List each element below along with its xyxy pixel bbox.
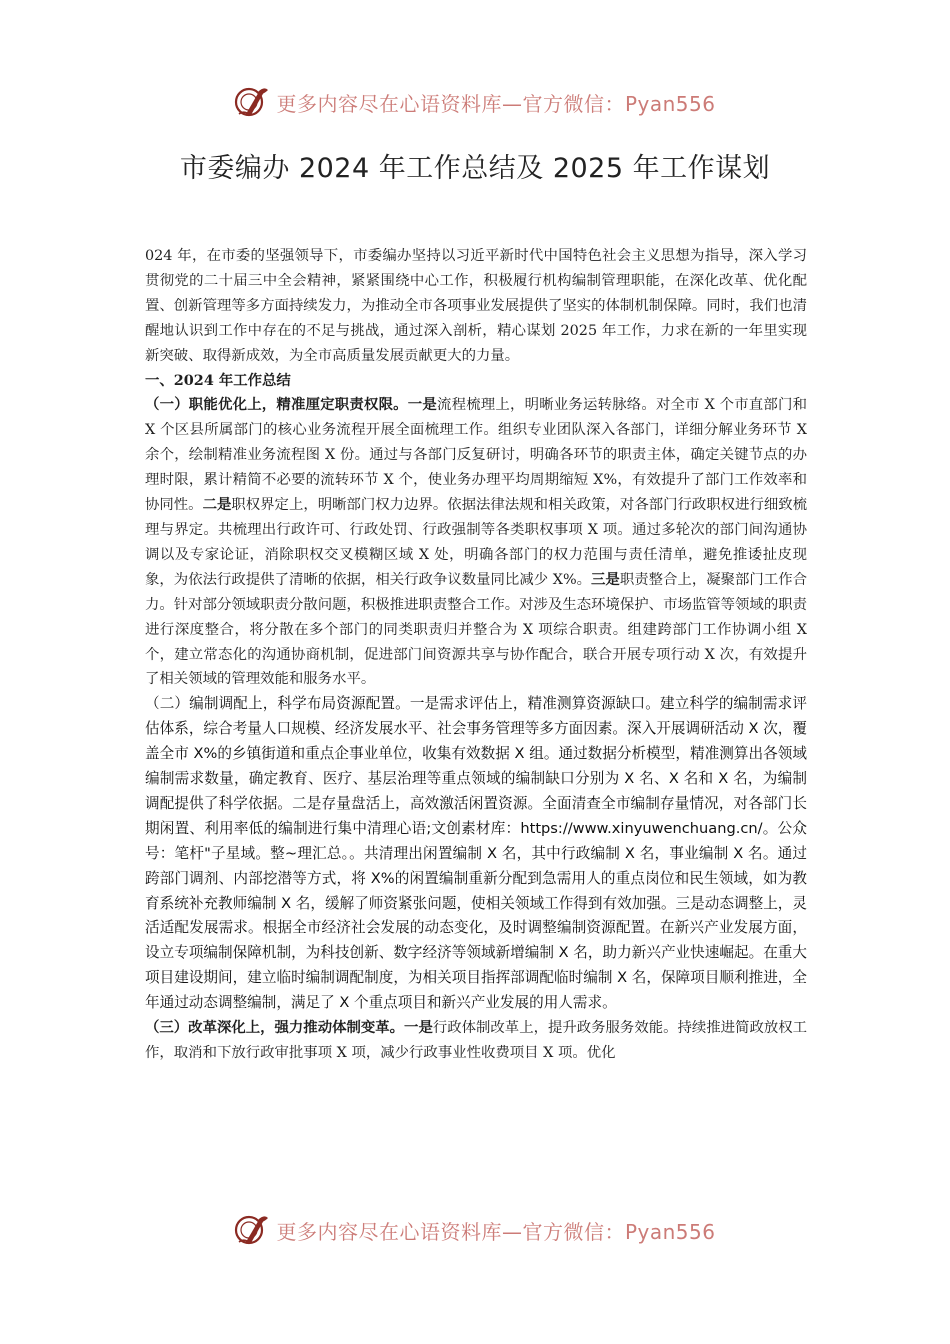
subsection-label-3: （三）改革深化上，强力推动体制变革。: [145, 1019, 405, 1037]
paragraph-reform-deepening: [145, 1016, 807, 1066]
paragraph-function-optimization: [145, 393, 807, 692]
document-title: 市委编办 2024 年工作总结及 2025 年工作谋划: [179, 153, 771, 184]
point-label-1-2: 二是: [202, 496, 232, 514]
point-text-1-3: 职责整合上，凝聚部门工作合力。针对部分领域职责分散问题，积极推进职责整合工作。对涉及生态环境保护、市场监管等领域的职责进行深度整合，将分散在多个部门的同类职责归并整合为 X 项综合职责。组建跨部门工作协调小组 X 个，建立常态化的沟通协商机制，促进部门间资源共享与协作配合，联合开展专项行动 X 次，有效提升了相关领域的管理效能和服务水平。: [145, 571, 807, 688]
writing-hand-logo-icon: [234, 84, 270, 120]
top-watermark-banner: [0, 82, 950, 122]
writing-hand-logo-icon: [234, 1212, 270, 1248]
point-text-1-2: 职权界定上，明晰部门权力边界。依据法律法规和相关政策，对各部门行政职权进行细致梳理与界定。共梳理出行政许可、行政处罚、行政强制等各类职权事项 X 项。通过多轮次的部门间沟通协调以及专家论证，消除职权交叉模糊区域 X 处，明确各部门的权力范围与责任清单，避免推诿扯皮现象，为依法行政提供了清晰的依据，相关行政争议数量同比减少 X%。: [145, 497, 808, 588]
watermark-text: 更多内容尽在心语资料库—官方微信：Pyan556: [276, 91, 716, 116]
paragraph-staffing-allocation: （二）编制调配上，科学布局资源配置。一是需求评估上，精准测算资源缺口。建立科学的编制需求评估体系，综合考量人口规模、经济发展水平、社会事务管理等多方面因素。深入开展调研活动 X 次，覆盖全市 X%的乡镇街道和重点企事业单位，收集有效数据 X 组。通过数据分析模型，精准测算出各领域编制需求数量，确定教育、医疗、基层治理等重点领域的编制缺口分别为 X 名、X 名和 X 名，为编制调配提供了科学依据。二是存量盘活上，高效激活闲置资源。全面清查全市编制存量情况，对各部门长期闲置、利用率低的编制进行集中清理心语;文创素材库：https://www.xinyuwenchuang.cn/。公众号：笔杆"子星域。整~理汇总。。共清理出闲置编制 X 名，其中行政编制 X 名，事业编制 X 名。通过跨部门调剂、内部挖潜等方式，将 X%的闲置编制重新分配到急需用人的重点岗位和民生领域，如为教育系统补充教师编制 X 名，缓解了师资紧张问题，使相关领域工作得到有效加强。三是动态调整上，灵活适配发展需求。根据全市经济社会发展的动态变化，及时调整编制资源配置。在新兴产业发展方面，设立专项编制保障机制，为科技创新、数字经济等领域新增编制 X 名，助力新兴产业快速崛起。在重大项目建设期间，建立临时编制调配制度，为相关项目指挥部调配临时编制 X 名，保障项目顺利推进，全年通过动态调整编制，满足了 X 个重点项目和新兴产业发展的用人需求。: [145, 695, 807, 1012]
point-label-1-1: 一是: [407, 396, 437, 414]
point-text-3-1: 行政体制改革上，提升政务服务效能。持续推进简政放权工作，取消和下放行政审批事项 X 项，减少行政事业性收费项目 X 项。优化: [145, 1020, 808, 1061]
watermark-text: 更多内容尽在心语资料库—官方微信：Pyan556: [276, 1219, 716, 1244]
bottom-watermark-banner: [0, 1210, 950, 1250]
point-label-1-3: 三是: [591, 570, 620, 588]
point-label-3-1: 一是: [404, 1019, 433, 1037]
point-text-1-1: 流程梳理上，明晰业务运转脉络。对全市 X 个市直部门和 X 个区县所属部门的核心业务流程开展全面梳理工作。组织专业团队深入各部门，详细分解业务环节 X 余个，绘制精准业务流程图 X 份。通过与各部门反复研讨，明确各环节的职责主体，确定关键节点的办理时限，累计精简不必要的流转环节 X 个，使业务办理平均周期缩短 X%，有效提升了部门工作效率和协同性。: [145, 397, 807, 514]
document-body: [145, 244, 807, 1066]
section-heading-2024-summary: 一、2024 年工作总结: [145, 371, 291, 389]
intro-paragraph: 024 年，在市委的坚强领导下，市委编办坚持以习近平新时代中国特色社会主义思想为指导，深入学习贯彻党的二十届三中全会精神，紧紧围绕中心工作，积极履行机构编制管理职能，在深化改革、优化配置、创新管理等多方面持续发力，为推动全市各项事业发展提供了坚实的体制机制保障。同时，我们也清醒地认识到工作中存在的不足与挑战，通过深入剖析，精心谋划 2025 年工作，力求在新的一年里实现新突破、取得新成效，为全市高质量发展贡献更大的力量。: [145, 248, 807, 364]
subsection-label-1: （一）职能优化上，精准厘定职责权限。: [145, 396, 408, 414]
